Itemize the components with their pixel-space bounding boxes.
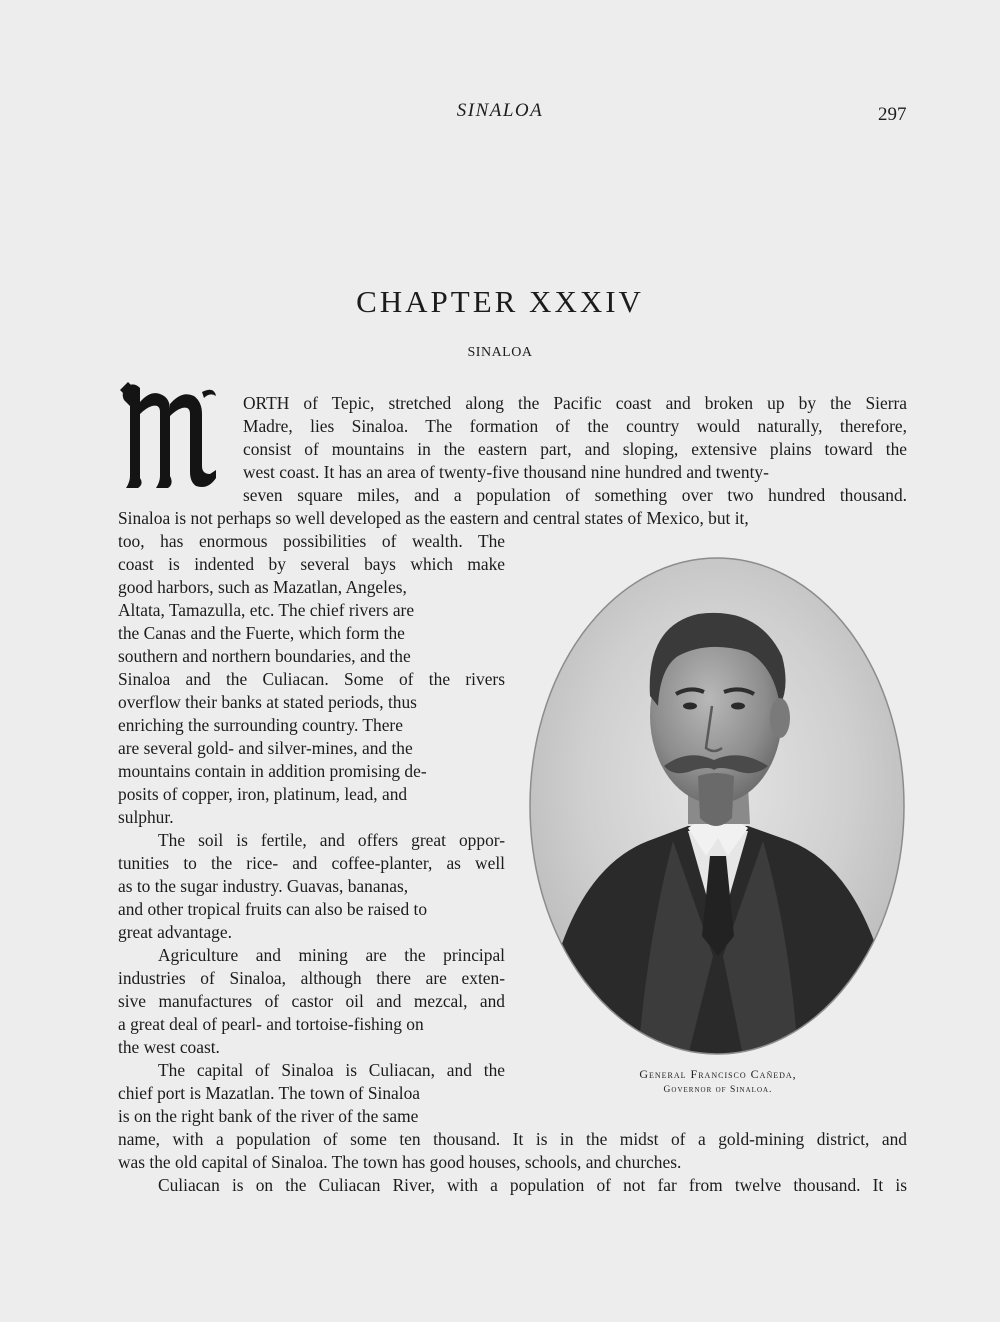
- body-line: seven square miles, and a population of something over two hundred thousand.: [243, 485, 907, 505]
- body-line: the west coast.: [118, 1037, 220, 1057]
- figure-caption-name: General Francisco Cañeda,: [639, 1067, 797, 1081]
- dropcap-n-icon: [118, 382, 218, 492]
- body-line: chief port is Mazatlan. The town of Sinaloa: [118, 1083, 421, 1103]
- chapter-subtitle: SINALOA: [467, 345, 533, 360]
- body-line: is on the right bank of the river of the same: [118, 1106, 419, 1126]
- body-line: and other tropical fruits can also be raised to: [118, 899, 428, 919]
- body-line: are several gold- and silver-mines, and the: [118, 738, 413, 758]
- figure-caption-title: Governor of Sinaloa.: [663, 1085, 773, 1095]
- body-line: great advantage.: [118, 922, 232, 942]
- body-line: tunities to the rice- and coffee-planter, as well: [118, 853, 505, 873]
- body-line: a great deal of pearl- and tortoise-fishing on: [118, 1014, 424, 1034]
- body-line: too, has enormous possibilities of wealth. The: [118, 531, 505, 551]
- body-line: good harbors, such as Mazatlan, Angeles,: [118, 577, 407, 597]
- body-line: mountains contain in addition promising de-: [118, 761, 427, 781]
- body-line: The soil is fertile, and offers great oppor-: [158, 830, 505, 850]
- body-line: enriching the surrounding country. There: [118, 715, 403, 735]
- body-line: was the old capital of Sinaloa. The town has good houses, schools, and churches.: [118, 1152, 682, 1172]
- body-line: as to the sugar industry. Guavas, bananas,: [118, 876, 409, 896]
- body-line: Madre, lies Sinaloa. The formation of the country would naturally, therefore,: [243, 416, 907, 436]
- body-line: west coast. It has an area of twenty-five thousand nine hundred and twenty-: [243, 462, 769, 482]
- body-line: Sinaloa and the Culiacan. Some of the rivers: [118, 669, 505, 689]
- body-line: name, with a population of some ten thousand. It is in the midst of a gold-mining district, and: [118, 1129, 907, 1149]
- body-line: overflow their banks at stated periods, thus: [118, 692, 417, 712]
- body-line: Agriculture and mining are the principal: [158, 945, 505, 965]
- body-line: sive manufactures of castor oil and mezcal, and: [118, 991, 505, 1011]
- page-number: 297: [878, 104, 907, 125]
- body-line: southern and northern boundaries, and the: [118, 646, 411, 666]
- running-title: SINALOA: [456, 100, 544, 121]
- body-line: Culiacan is on the Culiacan River, with a population of not far from twelve thousand. It is: [158, 1175, 907, 1195]
- body-line: posits of copper, iron, platinum, lead, and: [118, 784, 408, 804]
- chapter-title: CHAPTER XXXIV: [356, 284, 644, 319]
- body-line: sulphur.: [118, 807, 174, 827]
- body-line: the Canas and the Fuerte, which form the: [118, 623, 405, 643]
- body-line: coast is indented by several bays which make: [118, 554, 505, 574]
- body-line: consist of mountains in the eastern part, and sloping, extensive plains toward the: [243, 439, 907, 459]
- body-line: ORTH of Tepic, stretched along the Pacific coast and broken up by the Sierra: [243, 393, 907, 413]
- body-line: industries of Sinaloa, although there are exten-: [118, 968, 505, 988]
- portrait-photo: [528, 556, 906, 1056]
- body-line: Sinaloa is not perhaps so well developed as the eastern and central states of Mexico, but it,: [118, 508, 749, 528]
- body-line: Altata, Tamazulla, etc. The chief rivers are: [118, 600, 415, 620]
- body-line: The capital of Sinaloa is Culiacan, and the: [158, 1060, 505, 1080]
